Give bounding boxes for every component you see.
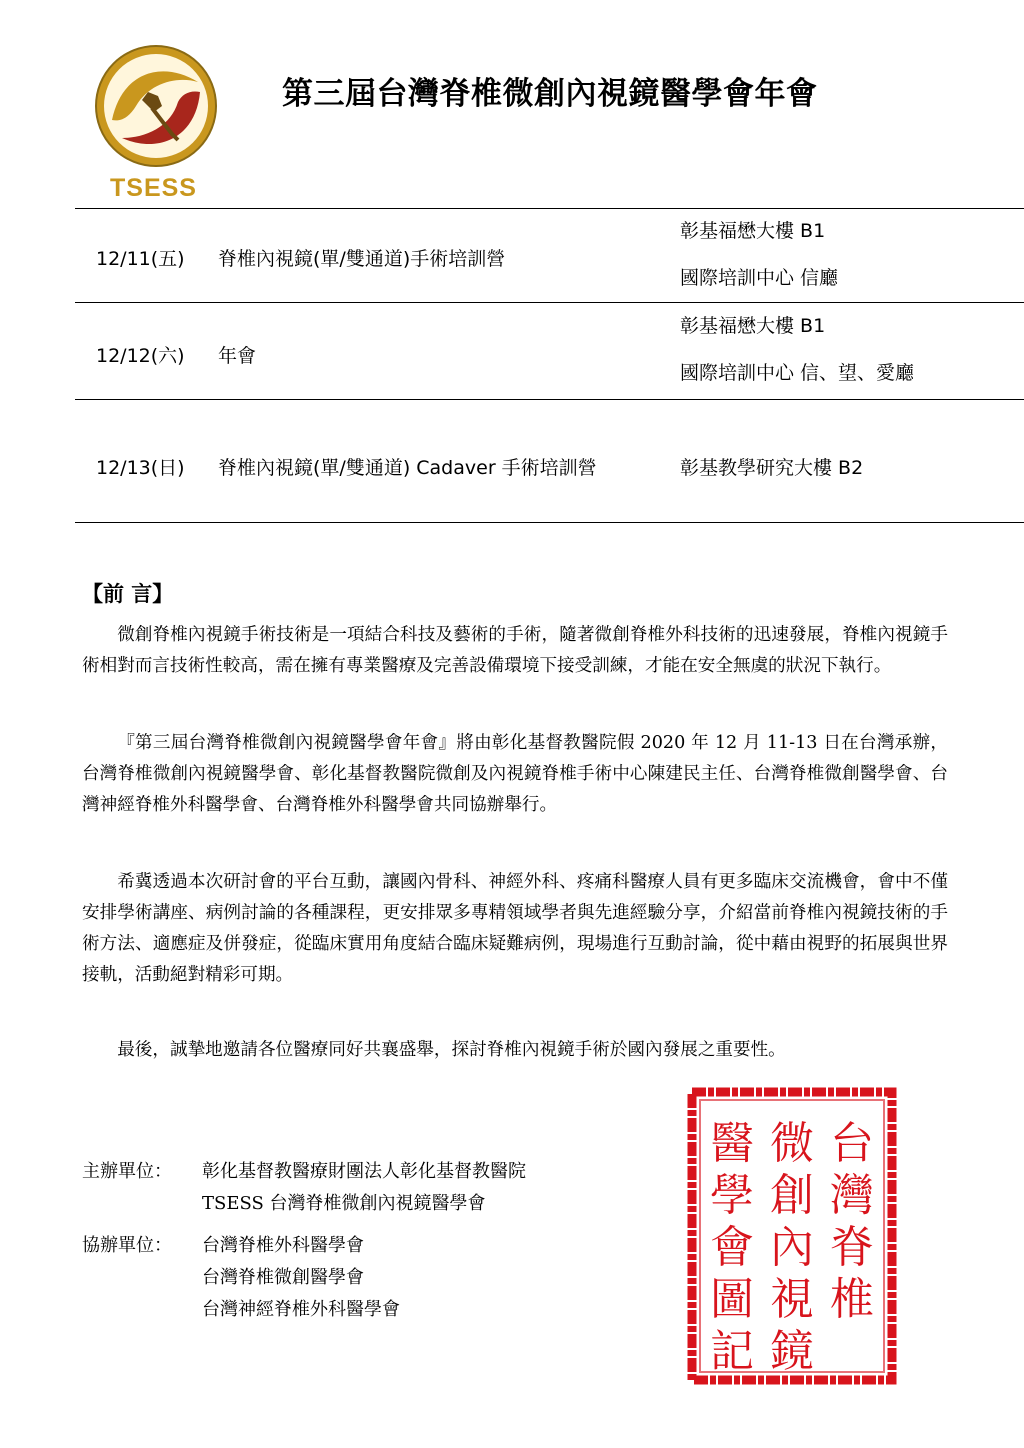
svg-text:創: 創	[770, 1170, 814, 1221]
svg-text:內: 內	[770, 1222, 814, 1273]
co-organizers	[82, 1230, 400, 1326]
schedule-date: 12/13(日)	[96, 457, 185, 479]
official-seal	[686, 1086, 898, 1386]
page-title: 第三屆台灣脊椎微創內視鏡醫學會年會	[282, 76, 818, 112]
svg-text:微: 微	[770, 1118, 814, 1169]
schedule-date: 12/12(六)	[96, 345, 185, 367]
schedule-venue: 國際培訓中心 信廳	[680, 267, 839, 289]
co-organizer: 台灣脊椎外科醫學會	[202, 1235, 364, 1256]
svg-text:脊: 脊	[830, 1222, 874, 1273]
preface-paragraph: 最後，誠摯地邀請各位醫療同好共襄盛舉，探討脊椎內視鏡手術於國內發展之重要性。	[117, 1040, 786, 1060]
svg-text:記: 記	[710, 1326, 754, 1377]
preface-paragraph: 微創脊椎內視鏡手術技術是一項結合科技及藝術的手術，隨著微創脊椎外科技術的迅速發展，脊椎內視鏡手術相對而言技術性較高，需在擁有專業醫療及完善設備環境下接受訓練，才能在安全無虞的狀況下執行。	[82, 625, 948, 676]
svg-text:圖: 圖	[710, 1274, 754, 1325]
schedule-venue: 彰基教學研究大樓 B2	[680, 457, 864, 479]
schedule-event: 年會	[218, 345, 257, 367]
schedule-event: 脊椎內視鏡(單/雙通道) Cadaver 手術培訓營	[218, 457, 597, 479]
seal-stamp-icon	[686, 1086, 898, 1386]
schedule-venue: 國際培訓中心 信、望、愛廳	[680, 362, 915, 384]
divider	[75, 208, 1024, 209]
schedule-event: 脊椎內視鏡(單/雙通道)手術培訓營	[218, 248, 506, 270]
svg-text:灣: 灣	[830, 1170, 874, 1221]
co-organizer: 台灣神經脊椎外科醫學會	[202, 1299, 400, 1320]
logo-text: TSESS	[110, 174, 197, 202]
host-organizer: 彰化基督教醫療財團法人彰化基督教醫院	[202, 1161, 526, 1182]
preface-paragraph: 希冀透過本次研討會的平台互動，讓國內骨科、神經外科、疼痛科醫療人員有更多臨床交流機會，會中不僅安排學術講座、病例討論的各種課程，更安排眾多專精領域學者與先進經驗分享，介紹當前脊椎內視鏡技術的手術方法、適應症及併發症，從臨床實用角度結合臨床疑難病例，現場進行互動討論，從中藉由視野的拓展與世界接軌，活動絕對精彩可期。	[82, 872, 948, 985]
host-organizer: TSESS 台灣脊椎微創內視鏡醫學會	[202, 1193, 486, 1214]
svg-text:視: 視	[770, 1274, 814, 1325]
svg-text:會: 會	[710, 1222, 754, 1273]
co-organizer: 台灣脊椎微創醫學會	[202, 1267, 364, 1288]
society-logo	[92, 42, 224, 202]
co-organizer-label: 協辦單位：	[82, 1235, 172, 1256]
host-label: 主辦單位：	[82, 1161, 172, 1182]
svg-text:椎: 椎	[830, 1274, 874, 1325]
schedule-date: 12/11(五)	[96, 248, 185, 270]
svg-text:醫: 醫	[710, 1118, 754, 1169]
divider	[75, 522, 1024, 523]
schedule-row	[96, 341, 256, 368]
host-organizers	[82, 1156, 526, 1220]
svg-text:台: 台	[830, 1118, 874, 1169]
schedule-venue: 彰基福懋大樓 B1	[680, 220, 826, 242]
svg-text:學: 學	[710, 1170, 754, 1221]
schedule-row	[96, 453, 597, 480]
schedule-venue: 彰基福懋大樓 B1	[680, 315, 826, 337]
preface-paragraph: 『第三屆台灣脊椎微創內視鏡醫學會年會』將由彰化基督教醫院假 2020 年 12 月 11-13 日在台灣承辦，台灣脊椎微創內視鏡醫學會、彰化基督教醫院微創及內視鏡脊椎手術中心陳建民主任、台灣脊椎微創醫學會、台灣神經脊椎外科醫學會、台灣脊椎外科醫學會共同協辦舉行。	[82, 733, 948, 815]
schedule-row	[96, 244, 505, 271]
divider	[75, 302, 1024, 303]
divider	[75, 399, 1024, 400]
preface-heading: 【前 言】	[82, 581, 174, 606]
svg-text:鏡: 鏡	[770, 1326, 814, 1377]
